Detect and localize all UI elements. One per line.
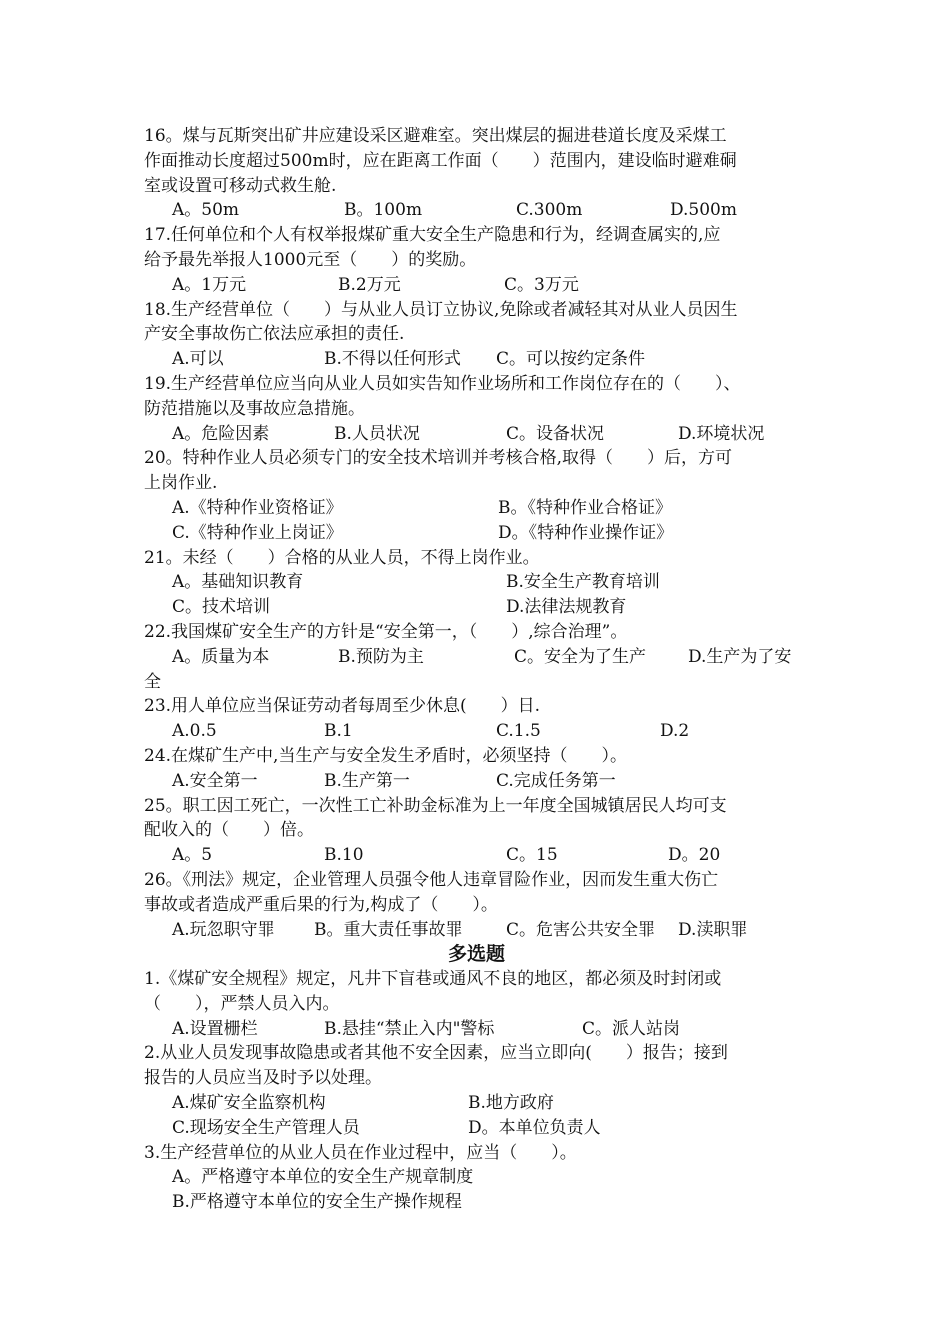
option-d: D。《特种作业操作证》 [498, 522, 674, 543]
option-c: C。安全为了生产 [514, 646, 647, 667]
options-row [144, 1091, 809, 1116]
exam-page [144, 124, 809, 1215]
option-a: A。基础知识教育 [172, 572, 304, 593]
question-text: 给予最先举报人1000元至（ ）的奖励。 [144, 249, 477, 270]
question-text: 25。职工因工死亡，一次性工亡补助金标准为上一年度全国城镇居民人均可支 [144, 795, 727, 816]
question-17 [144, 223, 809, 297]
option-b: B。《特种作业合格证》 [498, 497, 672, 518]
question-text: 上岗作业. [144, 473, 218, 494]
question-text: 报告的人员应当及时予以处理。 [144, 1068, 382, 1089]
question-23 [144, 694, 809, 744]
option-b: B.悬挂“禁止入内"警标 [324, 1018, 495, 1039]
options-row [144, 595, 809, 620]
option-d: D.法律法规教育 [506, 597, 627, 618]
option-continuation: 全 [144, 671, 161, 692]
option-c: C。派人站岗 [582, 1018, 681, 1039]
options-row [144, 1116, 809, 1141]
question-text: 16。煤与瓦斯突出矿井应建设采区避难室。突出煤层的掘进巷道长度及采煤工 [144, 126, 727, 146]
option-a: A.煤矿安全监察机构 [172, 1093, 326, 1114]
option-c: C.现场安全生产管理人员 [172, 1117, 360, 1138]
options-row [144, 645, 809, 670]
option-c: C.300m [516, 200, 583, 221]
option-c: C。可以按约定条件 [496, 349, 646, 370]
question-text: 19.生产经营单位应当向从业人员如实告知作业场所和工作岗位存在的（ ）、 [144, 373, 741, 394]
option-c: C.完成任务第一 [496, 770, 616, 791]
options-row [144, 843, 809, 868]
question-19 [144, 372, 809, 446]
option-b: B。100m [344, 200, 423, 221]
option-d: D.2 [660, 721, 690, 742]
options-row [144, 521, 809, 546]
question-text: 24.在煤矿生产中,当生产与安全发生矛盾时，必须坚持（ ）。 [144, 745, 627, 766]
option-b: B.不得以任何形式 [324, 349, 461, 370]
option-a: A.玩忽职守罪 [172, 919, 275, 940]
option-b: B.人员状况 [334, 423, 420, 444]
option-b: B.1 [324, 721, 353, 742]
question-21 [144, 546, 809, 620]
question-text: 产安全事故伤亡依法应承担的责任. [144, 324, 405, 345]
question-text: 事故或者造成严重后果的行为,构成了（ ）。 [144, 894, 498, 915]
option-c: C。危害公共安全罪 [506, 919, 656, 940]
multi-question-2 [144, 1041, 809, 1140]
question-18 [144, 298, 809, 372]
option-b: B.地方政府 [468, 1093, 554, 1114]
question-text: 20。特种作业人员必须专门的安全技术培训并考核合格,取得（ ）后，方可 [144, 448, 733, 469]
question-text: 3.生产经营单位的从业人员在作业过程中，应当（ ）。 [144, 1142, 577, 1163]
option-c: C。15 [506, 845, 558, 866]
option-a: A.可以 [172, 349, 224, 370]
option-d: D.渎职罪 [678, 919, 748, 940]
option-a: A。5 [172, 845, 213, 866]
option-c: C.1.5 [496, 721, 541, 742]
option-d: D。20 [668, 845, 721, 866]
question-text: 23.用人单位应当保证劳动者每周至少休息( ）日. [144, 696, 541, 717]
option-b: B.严格遵守本单位的安全生产操作规程 [172, 1192, 462, 1213]
options-row [144, 570, 809, 595]
question-text: 2.从业人员发现事故隐患或者其他不安全因素，应当立即向( ）报告；接到 [144, 1043, 728, 1064]
question-25 [144, 794, 809, 868]
question-24 [144, 744, 809, 794]
options-row [144, 198, 809, 223]
question-16 [144, 124, 809, 223]
option-c: C.《特种作业上岗证》 [172, 522, 343, 543]
option-d: D。本单位负责人 [468, 1117, 601, 1138]
option-c: C。技术培训 [172, 597, 271, 618]
question-text: 22.我国煤矿安全生产的方针是“安全第一，（ ）,综合治理”。 [144, 621, 628, 642]
question-text: 防范措施以及事故应急措施。 [144, 398, 365, 419]
options-row [144, 273, 809, 298]
question-text: 21。未经（ ）合格的从业人员，不得上岗作业。 [144, 547, 540, 568]
section-title: 多选题 [447, 943, 505, 966]
option-a: A.安全第一 [172, 770, 258, 791]
option-a: A.0.5 [172, 721, 217, 742]
options-row [144, 496, 809, 521]
option-d: D.500m [670, 200, 737, 221]
option-b: B.10 [324, 845, 364, 866]
options-row [144, 769, 809, 794]
question-22 [144, 620, 809, 694]
options-row [144, 1017, 809, 1042]
option-b: B.预防为主 [338, 646, 424, 667]
question-20 [144, 446, 809, 545]
option-b: B.2万元 [338, 274, 401, 295]
option-c: C。设备状况 [506, 423, 605, 444]
option-b: B.安全生产教育培训 [506, 572, 660, 593]
options-row [144, 719, 809, 744]
options-row [144, 422, 809, 447]
option-d: D.生产为了安 [688, 646, 792, 667]
option-b: B。重大责任事故罪 [314, 919, 463, 940]
question-text: 配收入的（ ）倍。 [144, 820, 314, 841]
question-text: 26。《刑法》规定，企业管理人员强令他人违章冒险作业，因而发生重大伤亡 [144, 869, 719, 890]
option-a: A.设置栅栏 [172, 1018, 258, 1039]
option-c: C。3万元 [504, 274, 579, 295]
question-text: 室或设置可移动式救生舱. [144, 175, 337, 196]
multi-question-1 [144, 967, 809, 1041]
option-b: B.生产第一 [324, 770, 410, 791]
question-text: 作面推动长度超过500m时，应在距离工作面（ ）范围内，建设临时避难硐 [144, 150, 737, 171]
option-a: A。50m [172, 200, 240, 221]
option-a: A。危险因素 [172, 423, 270, 444]
question-26 [144, 868, 809, 942]
option-d: D.环境状况 [678, 423, 765, 444]
option-a: A.《特种作业资格证》 [172, 497, 343, 518]
option-a: A。严格遵守本单位的安全生产规章制度 [172, 1167, 474, 1188]
options-row [144, 347, 809, 372]
question-text: 17.任何单位和个人有权举报煤矿重大安全生产隐患和行为，经调查属实的,应 [144, 225, 721, 246]
question-text: 18.生产经营单位（ ）与从业人员订立协议,免除或者减轻其对从业人员因生 [144, 299, 738, 320]
option-a: A。1万元 [172, 274, 247, 295]
question-text: （ ），严禁人员入内。 [144, 993, 340, 1014]
question-text: 1.《煤矿安全规程》规定，凡井下盲巷或通风不良的地区，都必须及时封闭或 [144, 969, 722, 990]
multi-question-3 [144, 1141, 809, 1215]
option-a: A。质量为本 [172, 646, 270, 667]
options-row [144, 918, 809, 943]
